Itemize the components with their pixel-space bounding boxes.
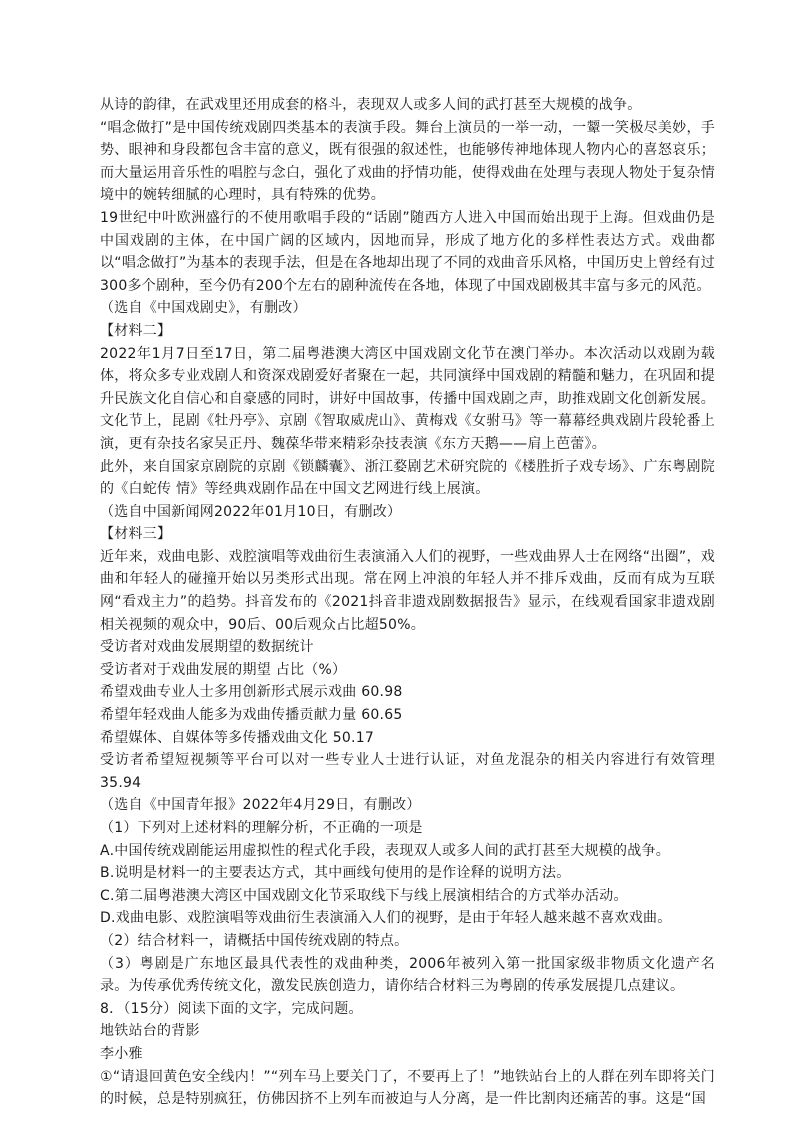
material1-paragraph-tail: 从诗的韵律，在武戏里还用成套的格斗，表现双人或多人间的武打甚至大规模的战争。 (100, 97, 642, 113)
table-row: 受访者希望短视频等平台可以对一些专业人士进行认证，对鱼龙混杂的相关内容进行有效管理 35.94 (100, 752, 715, 791)
article-title: 地铁站台的背影 (100, 1023, 200, 1040)
option-c: C.第二届粤港澳大湾区中国戏剧文化节采取线下与线上展演相结合的方式举办活动。 (100, 887, 628, 904)
material1-paragraph-huaju: 19世纪中叶欧洲盛行的不使用歌唱手段的“话剧”随西方人进入中国而始出现于上海。但戏曲仍是中国戏剧的主体，在中国广阔的区域内，因地而异，形成了地方化的多样性表达方式。戏曲都以“唱念做打”为基本的表现手法，但是在各地却出现了不同的戏曲音乐风格，中国历史上曾经有过300多个剧种，至今仍有200个左右的剧种流传在各地，体现了中国戏剧极其丰富与多元的风范。 (100, 209, 715, 294)
material3-paragraph-1: 近年来，戏曲电影、戏腔演唱等戏曲衍生表演涌入人们的视野，一些戏曲界人士在网络“出圈”，戏曲和年轻人的碰撞开始以另类形式出现。常在网上冲浪的年轻人并不排斥戏曲，反而有成为互联网“看戏主力”的趋势。抖音发布的《2021抖音非遗戏剧数据报告》显示，在线观看国家非遗戏剧相关视频的观众中，90后、00后观众占比超50%。 (100, 548, 715, 633)
material2-paragraph-2: 此外，来自国家京剧院的京剧《锁麟囊》、浙江婺剧艺术研究院的《楼胜折子戏专场》、广东粤剧院的《白蛇传 情》等经典戏剧作品在中国文艺网进行线上展演。 (100, 458, 715, 498)
material2-paragraph-1: 2022年1月7日至17日，第二届粤港澳大湾区中国戏剧文化节在澳门举办。本次活动以戏剧为载体，将众多专业戏剧人和资深戏剧爱好者聚在一起，共同演绎中国戏剧的精髓和魅力，在巩固和提升民族文化自信心和自豪感的同时，讲好中国故事，传播中国戏剧之声，助推戏剧文化创新发展。文化节上，昆剧《牡丹亭》、京剧《智取威虎山》、黄梅戏《女驸马》等一幕幕经典戏剧片段轮番上演，更有杂技名家吴正丹、魏葆华带来精彩杂技表演《东方天鹅——肩上芭蕾》。 (100, 345, 715, 452)
option-b: B.说明是材料一的主要表达方式，其中画线句使用的是作诠释的说明方法。 (100, 865, 571, 882)
material1-source: （选自《中国戏剧史》，有删改） (100, 300, 307, 317)
article-author: 李小雅 (100, 1045, 143, 1062)
option-d: D.戏曲电影、戏腔演唱等戏曲衍生表演涌入人们的视野，是由于年轻人越来越不喜欢戏曲。 (100, 910, 672, 927)
material3-heading: 【材料三】 (100, 526, 172, 543)
table-row: 希望年轻戏曲人能多为戏曲传播贡献力量 60.65 (100, 707, 403, 724)
material1-paragraph-changnian: “唱念做打”是中国传统戏剧四类基本的表演手段。舞台上演员的一举一动，一颦一笑极尽美妙，手势、眼神和身段都包含丰富的意义，既有很强的叙述性，也能够传神地体现人物内心的喜怒哀乐；而大量运用音乐性的唱腔与念白，强化了戏曲的抒情功能，使得戏曲在处理与表现人物处于复杂情境中的婉转细腻的心理时，具有特殊的优势。 (100, 119, 715, 204)
table-row: 希望媒体、自媒体等多传播戏曲文化 50.17 (100, 729, 375, 746)
question-2: （2）结合材料一，请概括中国传统戏剧的特点。 (100, 932, 409, 949)
article-paragraph-1: ①“请退回黄色安全线内！”“列车马上要关门了，不要再上了！”地铁站台上的人群在列车即将关门的时候，总是特别疯狂，仿佛因挤不上列车而被迫与人分离，是一件比割肉还痛苦的事。这是“国 (100, 1068, 715, 1108)
option-a: A.中国传统戏剧能运用虚拟性的程式化手段，表现双人或多人间的武打甚至大规模的战争。 (100, 842, 671, 859)
material3-source: （选自《中国青年报》2022年4月29日，有删改） (100, 797, 421, 814)
question-1: （1）下列对上述材料的理解分析，不正确的一项是 (100, 820, 423, 836)
document-page (100, 94, 715, 1111)
table-row: 希望戏曲专业人士多用创新形式展示戏曲 60.98 (100, 684, 403, 701)
table-header: 受访者对于戏曲发展的期望 占比（%） (100, 661, 347, 678)
question-8-label: 8．（15分）阅读下面的文字，完成问题。 (100, 1000, 363, 1017)
question-3: （3）粤剧是广东地区最具代表性的戏曲种类，2006年被列入第一批国家级非物质文化遗产名录。为传承优秀传统文化，激发民族创造力，请你结合材料三为粤剧的传承发展提几点建议。 (100, 955, 715, 995)
material2-heading: 【材料二】 (100, 322, 172, 339)
material2-source: （选自中国新闻网2022年01月10日，有删改） (100, 503, 402, 520)
table-title: 受访者对戏曲发展期望的数据统计 (100, 639, 314, 656)
